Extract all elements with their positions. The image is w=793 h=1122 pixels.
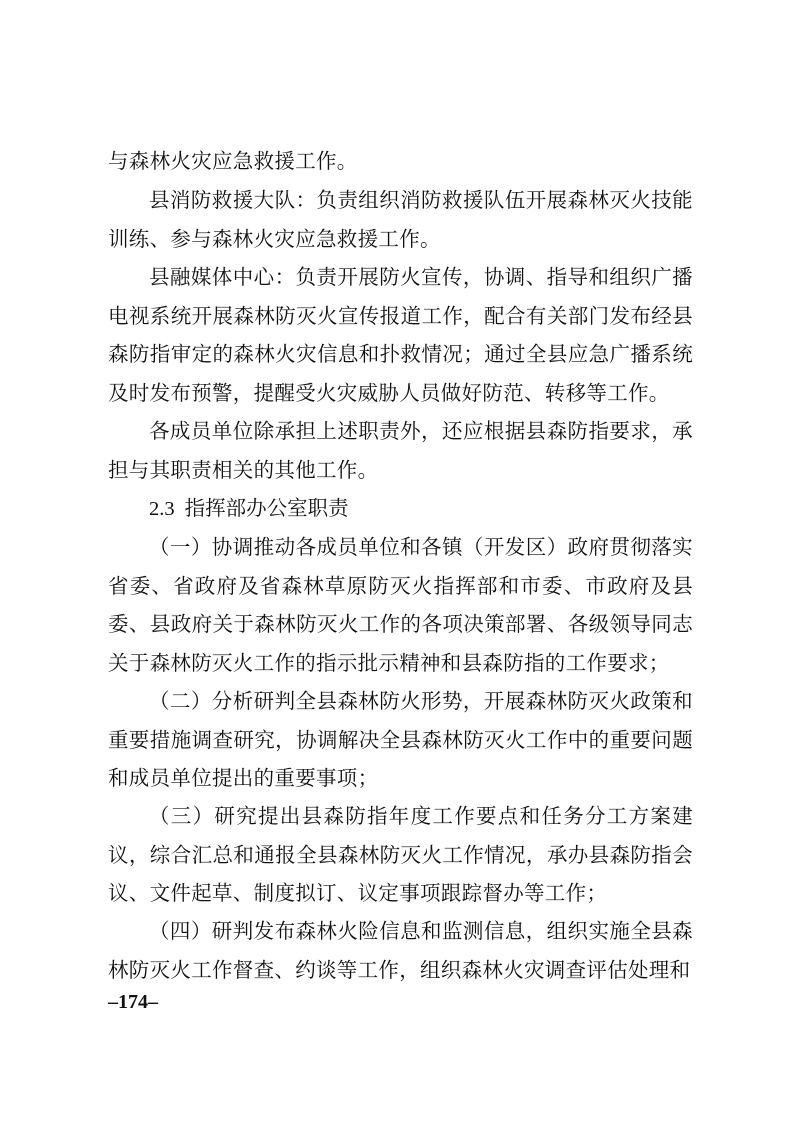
paragraph-item-3: （三）研究提出县森防指年度工作要点和任务分工方案建议，综合汇总和通报全县森林防灭火工作情况，承办县森防指会议、文件起草、制度拟订、议定事项跟踪督办等工作； bbox=[108, 804, 693, 906]
paragraph-item-1: （一）协调推动各成员单位和各镇（开发区）政府贯彻落实省委、省政府及省森林草原防灭火指挥部和市委、市政府及县委、县政府关于森林防灭火工作的各项决策部署、各级领导同志关于森林防灭火工作的指示批示精神和县森防指的工作要求； bbox=[108, 535, 693, 675]
paragraph-member-units: 各成员单位除承担上述职责外，还应根据县森防指要求，承担与其职责相关的其他工作。 bbox=[108, 419, 693, 482]
section-title: 指挥部办公室职责 bbox=[184, 496, 349, 520]
section-heading bbox=[149, 489, 349, 529]
page-number: –174– bbox=[108, 991, 158, 1013]
paragraph-item-2: （二）分析研判全县森林防火形势，开展森林防灭火政策和重要措施调查研究，协调解决全县森林防灭火工作中的重要问题和成员单位提出的重要事项； bbox=[108, 689, 693, 791]
paragraph-media-center: 县融媒体中心：负责开展防火宣传，协调、指导和组织广播电视系统开展森林防灭火宣传报道工作，配合有关部门发布经县森防指审定的森林火灾信息和扑救情况；通过全县应急广播系统及时发布预警，提醒受火灾威胁人员做好防范、转移等工作。 bbox=[108, 265, 693, 405]
paragraph-continuation: 与森林火灾应急救援工作。 bbox=[108, 149, 358, 173]
paragraph-item-4: （四）研判发布森林火险信息和监测信息，组织实施全县森林防灭火工作督查、约谈等工作，组织森林火灾调查评估处理和 bbox=[108, 919, 693, 982]
paragraph-fire-rescue-brigade: 县消防救援大队：负责组织消防救援队伍开展森林灭火技能训练、参与森林火灾应急救援工作。 bbox=[108, 188, 693, 251]
section-number: 2.3 bbox=[149, 498, 175, 520]
